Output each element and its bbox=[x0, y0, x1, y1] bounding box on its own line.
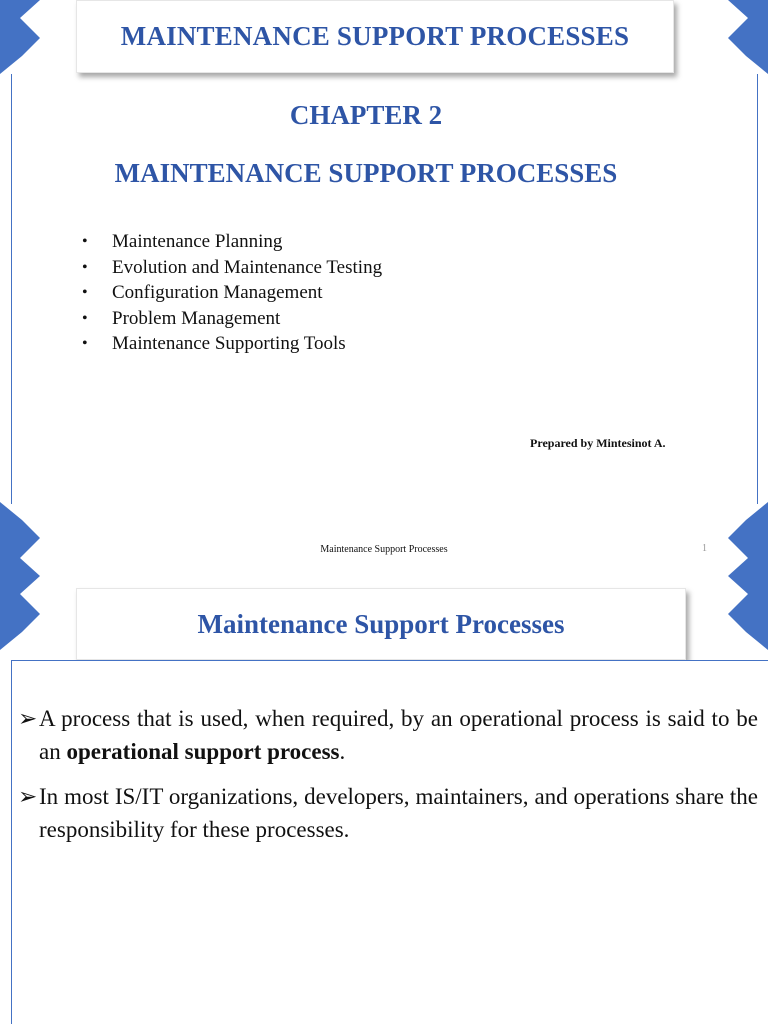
list-item bbox=[82, 229, 382, 255]
corner-decoration-bottom-right bbox=[690, 498, 768, 576]
text-segment: . bbox=[339, 739, 346, 764]
corner-decoration-top-right bbox=[690, 0, 768, 78]
corner-decoration-top-left bbox=[0, 576, 78, 654]
chapter-subtitle: MAINTENANCE SUPPORT PROCESSES bbox=[114, 158, 618, 188]
border-line-left bbox=[11, 74, 12, 504]
bullet-icon: • bbox=[82, 309, 88, 327]
author-credit: Prepared by Mintesinot A. bbox=[530, 436, 666, 450]
border-line-right bbox=[757, 74, 758, 504]
text-segment: A process that is used, when required, by an operational process is said to be an bbox=[39, 706, 758, 764]
corner-decoration-top-left bbox=[0, 0, 78, 78]
bullet-icon: • bbox=[82, 233, 88, 250]
list-item-text: Evolution and Maintenance Testing bbox=[112, 256, 383, 278]
paragraph-operational-support bbox=[18, 702, 758, 768]
slide-2-title-box bbox=[76, 588, 686, 660]
list-item-text: Maintenance Supporting Tools bbox=[112, 333, 346, 355]
slide-2-title: Maintenance Support Processes bbox=[197, 608, 565, 639]
list-item-text: Problem Management bbox=[112, 307, 281, 329]
arrow-bullet-icon: ➢ bbox=[18, 784, 38, 809]
chapter-heading: CHAPTER 2 bbox=[289, 100, 443, 130]
paragraph-text bbox=[39, 702, 758, 768]
bullet-icon: • bbox=[82, 284, 88, 302]
list-item-text: Configuration Management bbox=[112, 282, 323, 304]
corner-decoration-top-right bbox=[690, 576, 768, 654]
bullet-icon: • bbox=[82, 258, 88, 276]
page-number: 1 bbox=[702, 543, 707, 554]
list-item-text: Maintenance Planning bbox=[112, 231, 283, 252]
arrow-bullet-icon: ➢ bbox=[18, 706, 38, 731]
list-item bbox=[82, 306, 382, 332]
paragraph-shared-responsibility bbox=[18, 780, 758, 846]
paragraph-text: In most IS/IT organizations, developers, maintainers, and operations share the responsibility for these processes. bbox=[39, 784, 758, 842]
list-item bbox=[82, 280, 382, 306]
slide-2 bbox=[0, 576, 768, 1024]
slide-1-title: MAINTENANCE SUPPORT PROCESSES bbox=[120, 21, 630, 51]
corner-decoration-bottom-left bbox=[0, 498, 78, 576]
topic-list bbox=[82, 229, 382, 357]
slide-1-title-box bbox=[76, 0, 674, 73]
bullet-icon: • bbox=[82, 335, 88, 353]
bold-term: operational support process bbox=[66, 739, 340, 764]
slide-footer: Maintenance Support Processes bbox=[320, 544, 448, 555]
list-item bbox=[82, 255, 382, 281]
list-item bbox=[82, 331, 382, 357]
